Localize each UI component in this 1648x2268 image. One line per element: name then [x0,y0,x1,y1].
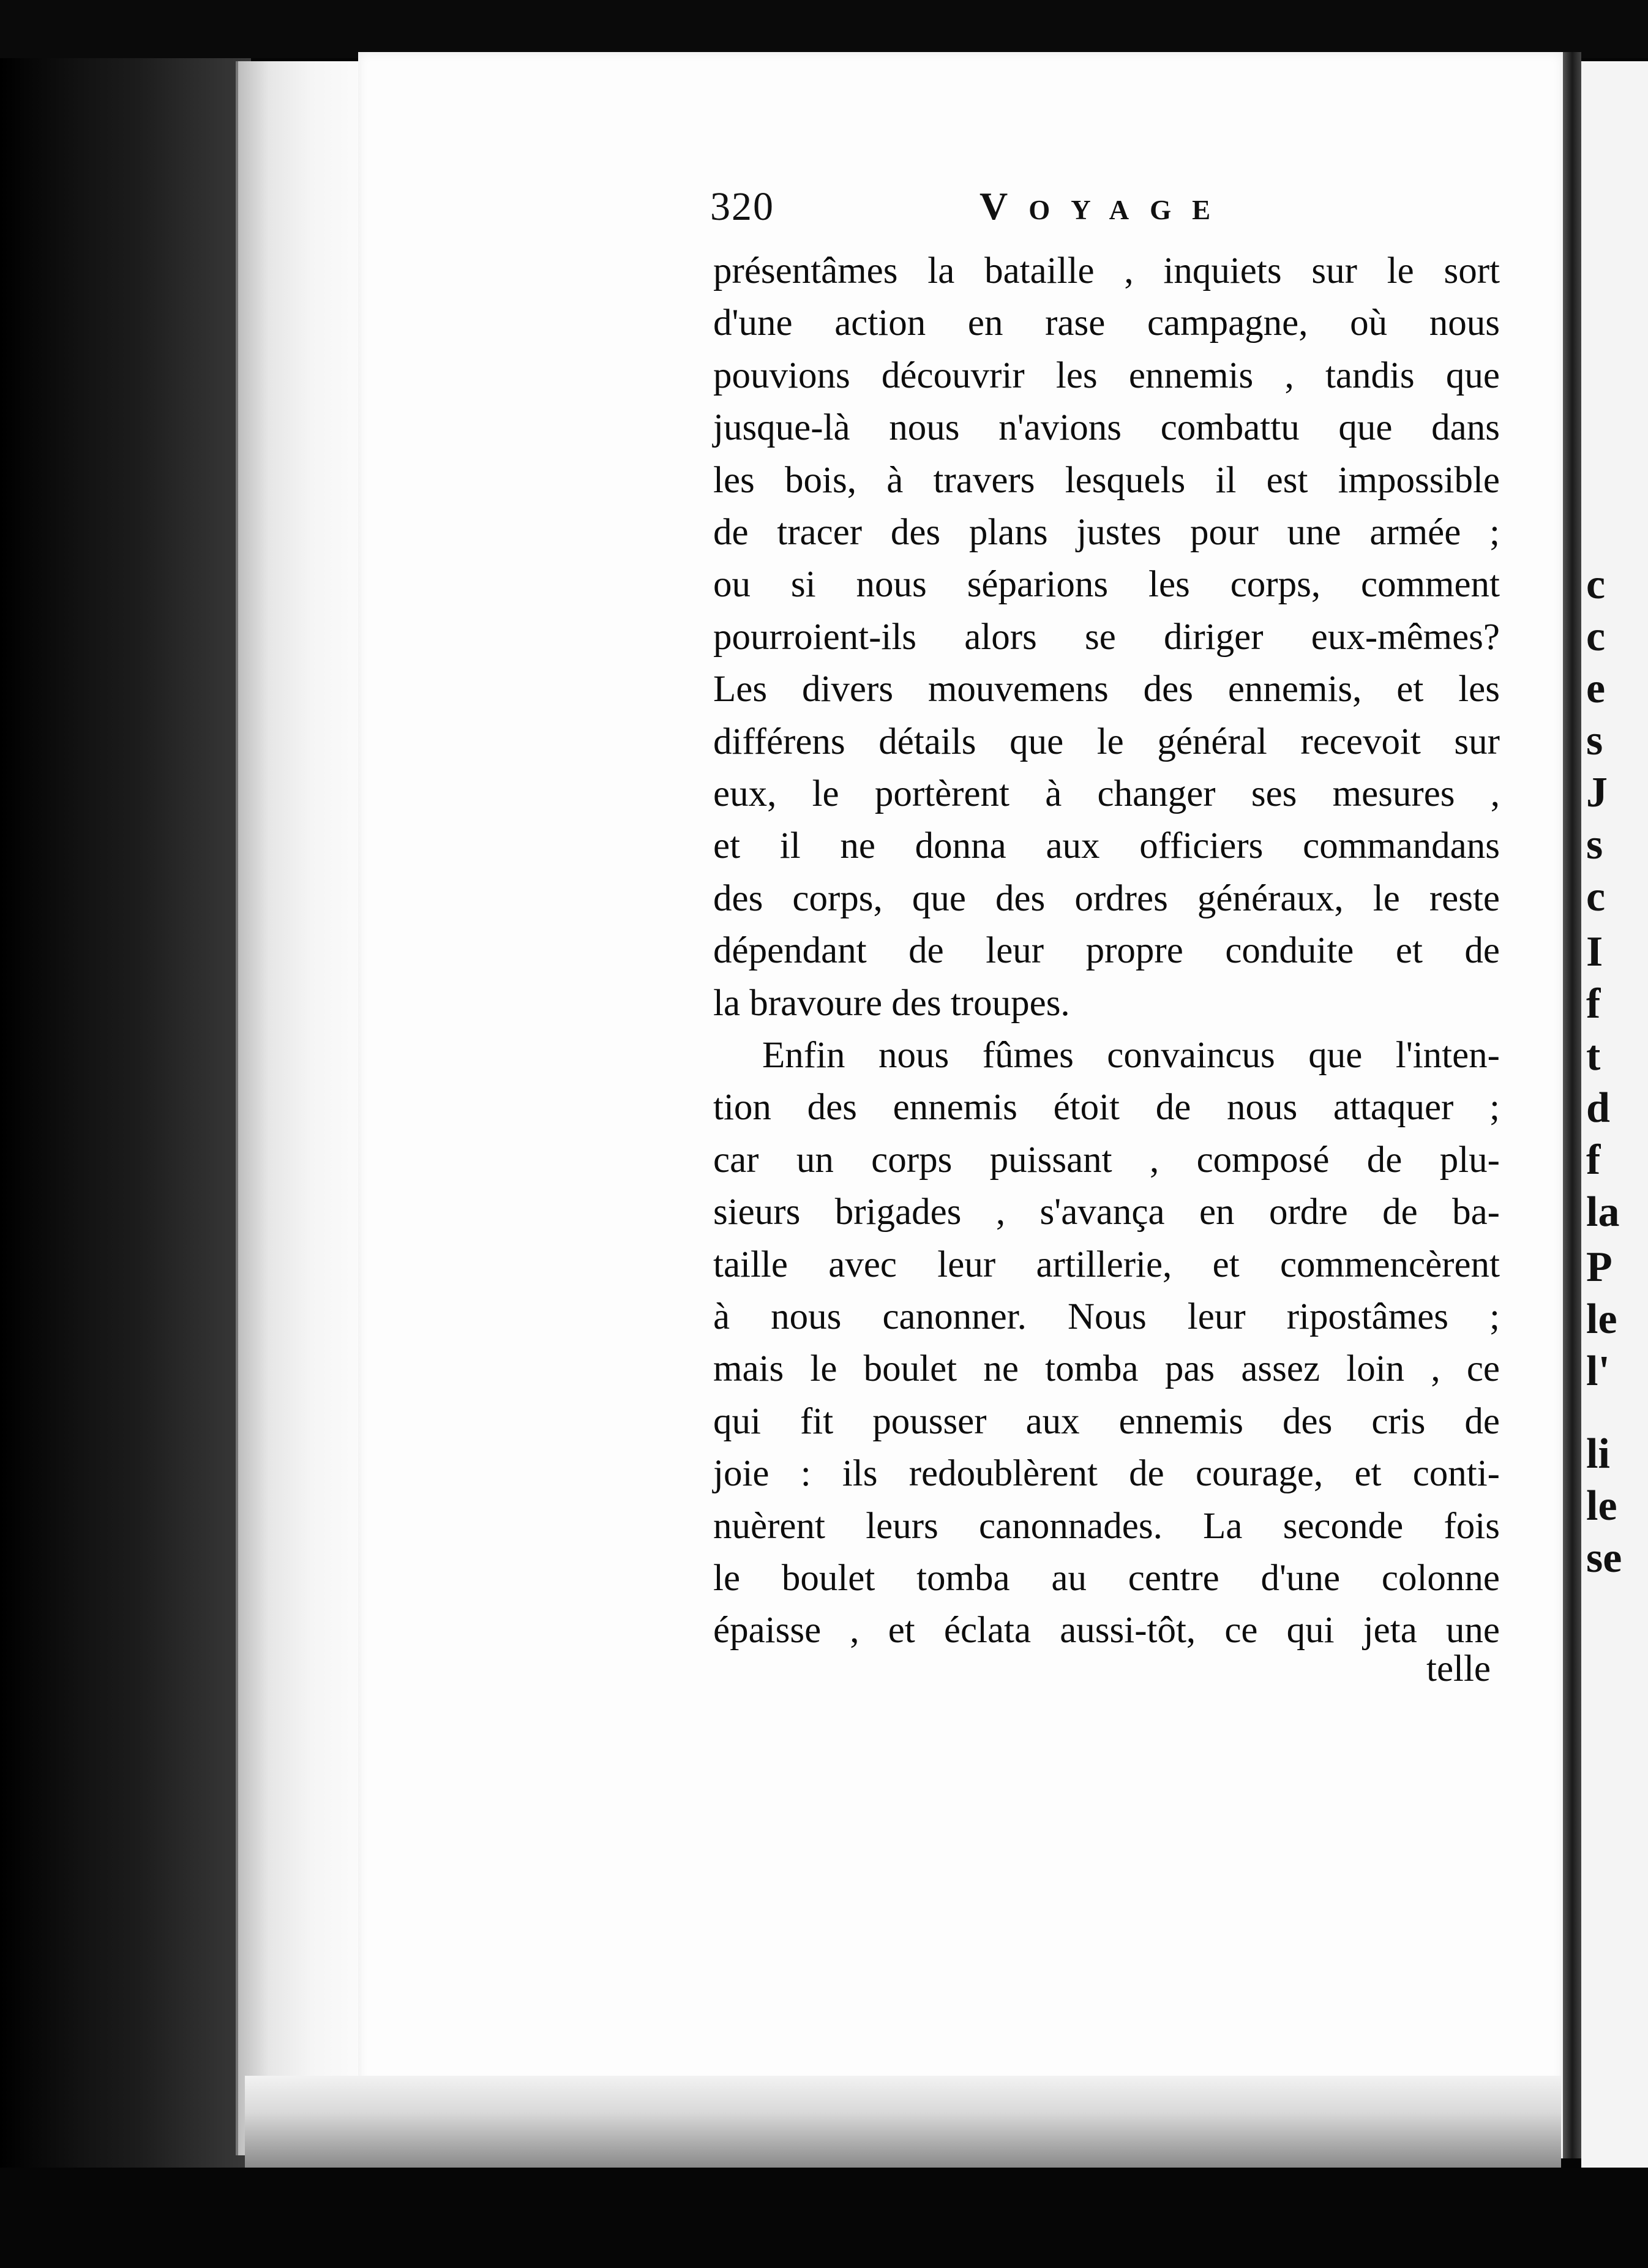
text-line: différens détails que le général recevoit sur [713,721,1500,762]
facing-page-letter: P [1586,1244,1612,1291]
text-line: épaisse , et éclata aussi-tôt, ce qui jeta une [713,1610,1500,1651]
text-line: eux, le portèrent à changer ses mesures , [713,773,1500,814]
facing-page-letter: c [1586,613,1606,660]
facing-page-letter: l' [1586,1348,1610,1395]
facing-page-fragment [1581,61,1648,2168]
facing-page-letter: c [1586,873,1606,920]
text-line: car un corps puissant , composé de plu- [713,1140,1500,1181]
page-bottom-edge [245,2076,1561,2168]
facing-page-letter: la [1586,1188,1620,1236]
page-edge-stack [236,61,361,2155]
text-line: dépendant de leur propre conduite et de [713,930,1500,971]
text-line: joie : ils redoublèrent de courage, et conti- [713,1453,1500,1494]
book-gutter [1563,52,1581,2158]
facing-page-letter: le [1586,1296,1617,1343]
text-line: à nous canonner. Nous leur ripostâmes ; [713,1296,1500,1337]
facing-page-letter: I [1586,928,1603,975]
text-line: qui fit pousser aux ennemis des cris de [713,1401,1500,1442]
text-line: les bois, à travers lesquels il est impossible [713,460,1500,501]
facing-page-letter: s [1586,821,1603,868]
text-line: le boulet tomba au centre d'une colonne [713,1558,1500,1599]
text-line: pouvions découvrir les ennemis , tandis que [713,355,1500,396]
text-line: de tracer des plans justes pour une armée ; [713,512,1500,553]
scan-bottom-border [0,2168,1648,2268]
book-binding [0,58,251,2268]
text-line: taille avec leur artillerie, et commencèrent [713,1244,1500,1285]
text-line: présentâmes la bataille , inquiets sur le sort [713,250,1500,291]
catchword: telle [1426,1648,1491,1689]
text-line: Enfin nous fûmes convaincus que l'inten- [762,1035,1500,1076]
facing-page-letter: e [1586,665,1606,712]
text-line: mais le boulet ne tomba pas assez loin , ce [713,1348,1500,1389]
facing-page-letter: li [1586,1430,1610,1478]
text-line: tion des ennemis étoit de nous attaquer ; [713,1087,1500,1128]
text-line: des corps, que des ordres généraux, le reste [713,878,1500,919]
text-line: jusque-là nous n'avions combattu que dans [713,407,1500,448]
facing-page-letter: f [1586,980,1601,1027]
text-line: d'une action en rase campagne, où nous [713,302,1500,344]
facing-page-letter: le [1586,1482,1617,1530]
facing-page-letter: s [1586,717,1603,764]
facing-page-letter: f [1586,1136,1601,1184]
text-line: pourroient-ils alors se diriger eux-mêmes? [713,617,1500,658]
facing-page-letter: c [1586,561,1606,608]
text-line: Les divers mouvemens des ennemis, et les [713,669,1500,710]
facing-page-letter: J [1586,769,1608,816]
text-line: et il ne donna aux officiers commandans [713,825,1500,866]
facing-page-letter: t [1586,1032,1601,1080]
page-header [710,184,1384,233]
text-line: sieurs brigades , s'avança en ordre de ba- [713,1192,1500,1233]
running-head: Voyage [979,184,1232,228]
text-line: nuèrent leurs canonnades. La seconde fois [713,1506,1500,1547]
text-line: ou si nous séparions les corps, comment [713,564,1500,605]
facing-page-letter: se [1586,1534,1622,1582]
page-number: 320 [710,184,774,229]
facing-page-letter: d [1586,1084,1610,1132]
text-line: la bravoure des troupes. [713,983,1070,1024]
scan-top-border [0,0,1648,58]
